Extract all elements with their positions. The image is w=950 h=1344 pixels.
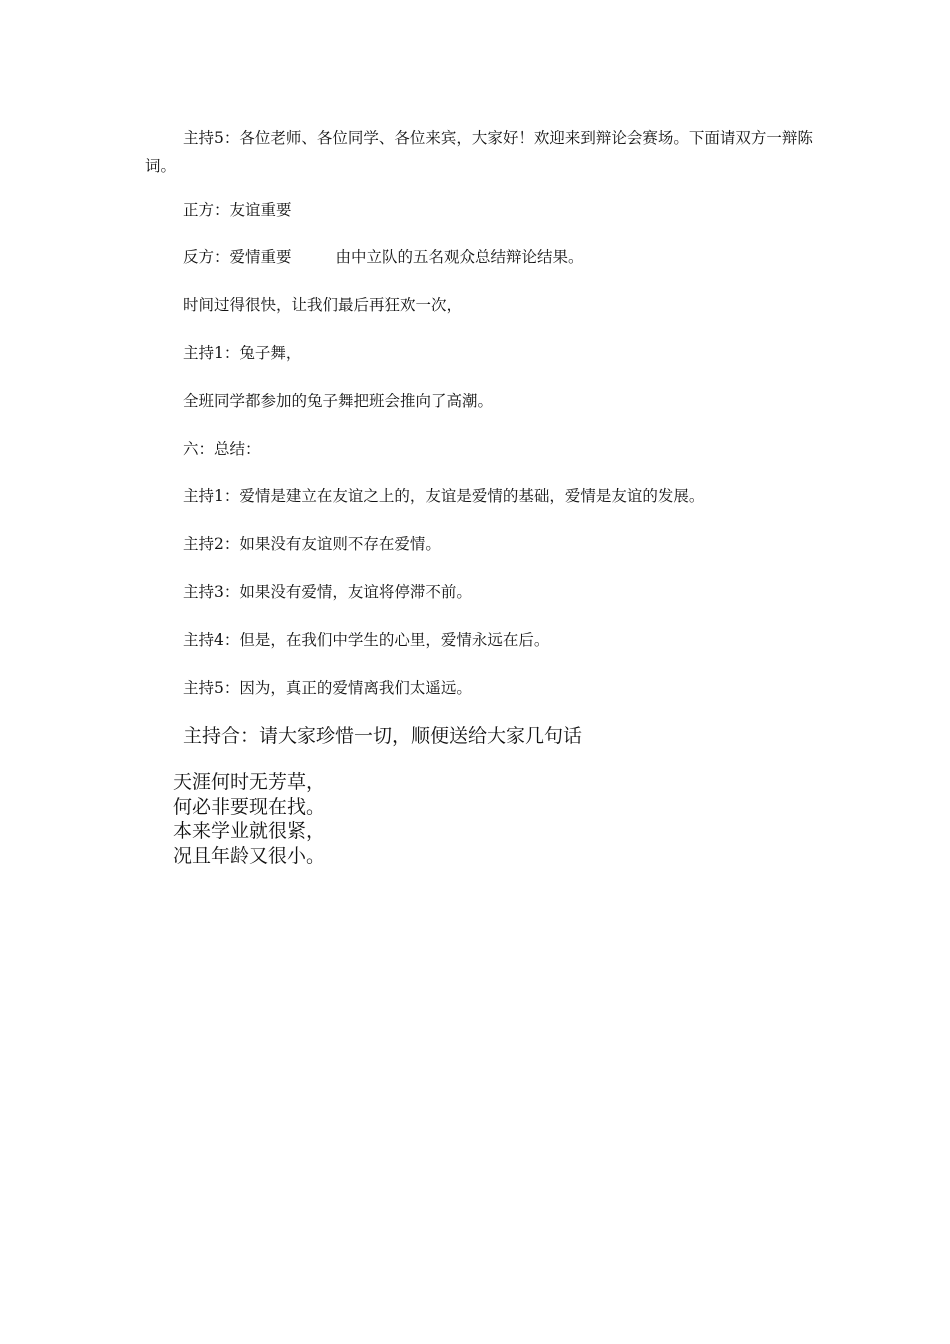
paragraph-climax: 全班同学都参加的兔子舞把班会推向了高潮。: [183, 392, 494, 410]
paragraph-host5-summary: 主持5：因为，真正的爱情离我们太遥远。: [183, 679, 472, 697]
poem-line: 天涯何时无芳草，: [173, 771, 326, 793]
paragraph-host4-summary: 主持4：但是，在我们中学生的心里，爱情永远在后。: [183, 631, 550, 649]
poem-line: 何必非要现在找。: [173, 795, 326, 818]
paragraph-neutral-summary: 由中立队的五名观众总结辩论结果。: [335, 248, 584, 266]
paragraph-negative-line: [183, 245, 584, 269]
section-heading-summary: 六：总结：: [183, 440, 261, 458]
paragraph-negative: 反方：爱情重要: [183, 248, 292, 266]
poem: [173, 770, 325, 868]
paragraph-time: 时间过得很快，让我们最后再狂欢一次，: [183, 296, 463, 314]
paragraph-host1-summary: 主持1：爱情是建立在友谊之上的，友谊是爱情的基础，爱情是友谊的发展。: [183, 487, 705, 505]
paragraph-host2-summary: 主持2：如果没有友谊则不存在爱情。: [183, 535, 441, 553]
paragraph-bunny-dance: 主持1：兔子舞，: [183, 344, 302, 362]
paragraph-host5-opening: 主持5：各位老师、各位同学、各位来宾，大家好！欢迎来到辩论会赛场。下面请双方一辩陈词。: [145, 129, 813, 175]
paragraph-host3-summary: 主持3：如果没有爱情，友谊将停滞不前。: [183, 583, 472, 601]
poem-line: 况且年龄又很小。: [173, 844, 326, 867]
closing-line: 主持合：请大家珍惜一切，顺便送给大家几句话: [183, 725, 583, 747]
paragraph-affirmative: 正方：友谊重要: [183, 201, 292, 219]
poem-line: 本来学业就很紧，: [173, 820, 326, 842]
